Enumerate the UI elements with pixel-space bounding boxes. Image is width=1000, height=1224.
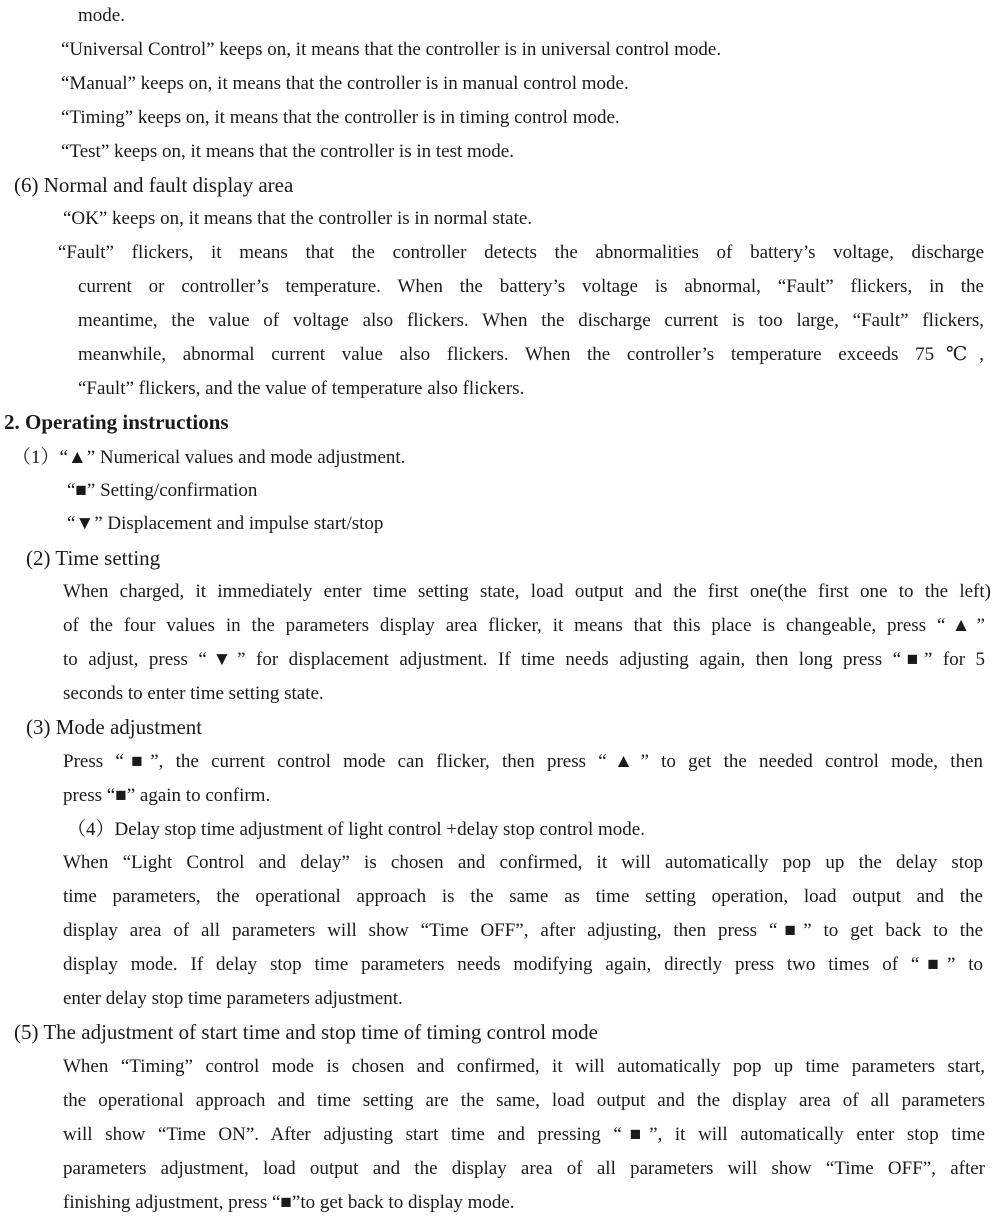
text-line: the operational approach and time setting are the same, load output and the display area of all parameters [63, 1090, 985, 1111]
text-line: “Universal Control” keeps on, it means that the controller is in universal control mode. [61, 39, 722, 60]
text-line: will show “Time ON”. After adjusting start time and pressing “■”, it will automatically enter stop time [63, 1124, 985, 1145]
text-line: of the four values in the parameters display area flicker, it means that this place is changeable, press “▲” [63, 615, 985, 636]
section-heading: (5) The adjustment of start time and stop time of timing control mode [14, 1020, 599, 1044]
text-line: meanwhile, abnormal current value also flickers. When the controller’s temperature exceeds 75℃, [78, 344, 984, 365]
section-heading: (3) Mode adjustment [26, 715, 203, 739]
text-line: display area of all parameters will show “Time OFF”, after adjusting, then press “■” to get back to the [63, 920, 983, 941]
text-line: meantime, the value of voltage also flickers. When the discharge current is too large, “Fault” flickers, [78, 310, 984, 331]
section-heading: (2) Time setting [26, 546, 161, 570]
text-line: mode. [78, 5, 125, 26]
text-line: “Fault” flickers, and the value of temperature also flickers. [78, 378, 525, 399]
text-line: “OK” keeps on, it means that the controller is in normal state. [63, 208, 533, 229]
text-line: parameters adjustment, load output and the display area of all parameters will show “Time OFF”, after [63, 1158, 985, 1179]
text-line: to adjust, press “▼” for displacement adjustment. If time needs adjusting again, then long press “■” for 5 [63, 649, 985, 670]
text-line: （1）“▲” Numerical values and mode adjustment. [12, 447, 406, 468]
text-line: display mode. If delay stop time parameters needs modifying again, directly press two times of “■” to [63, 954, 983, 975]
text-line: （4）Delay stop time adjustment of light control +delay stop control mode. [67, 819, 645, 840]
text-line: “Timing” keeps on, it means that the controller is in timing control mode. [61, 107, 620, 128]
text-line: “▼” Displacement and impulse start/stop [67, 513, 384, 534]
text-line: current or controller’s temperature. When the battery’s voltage is abnormal, “Fault” flickers, in the [78, 276, 984, 297]
text-line: seconds to enter time setting state. [63, 683, 324, 704]
text-line: finishing adjustment, press “■”to get back to display mode. [63, 1192, 515, 1213]
text-line: Press “■”, the current control mode can flicker, then press “▲” to get the needed control mode, then [63, 751, 983, 772]
section-heading: (6) Normal and fault display area [14, 173, 294, 197]
text-line: enter delay stop time parameters adjustment. [63, 988, 403, 1009]
text-line: “Test” keeps on, it means that the controller is in test mode. [61, 141, 514, 162]
text-line: When charged, it immediately enter time setting state, load output and the first one(the first one to the left) [63, 581, 991, 602]
text-line: When “Timing” control mode is chosen and confirmed, it will automatically pop up time parameters start, [63, 1056, 985, 1077]
text-line: “■” Setting/confirmation [67, 480, 258, 501]
section-heading-bold: 2. Operating instructions [4, 410, 229, 434]
text-line: press “■” again to confirm. [63, 785, 271, 806]
text-line: “Manual” keeps on, it means that the controller is in manual control mode. [61, 73, 629, 94]
text-line: “Fault” flickers, it means that the controller detects the abnormalities of battery’s voltage, discharge [58, 242, 984, 263]
text-line: time parameters, the operational approach is the same as time setting operation, load output and the [63, 886, 983, 907]
text-line: When “Light Control and delay” is chosen and confirmed, it will automatically pop up the delay stop [63, 852, 983, 873]
